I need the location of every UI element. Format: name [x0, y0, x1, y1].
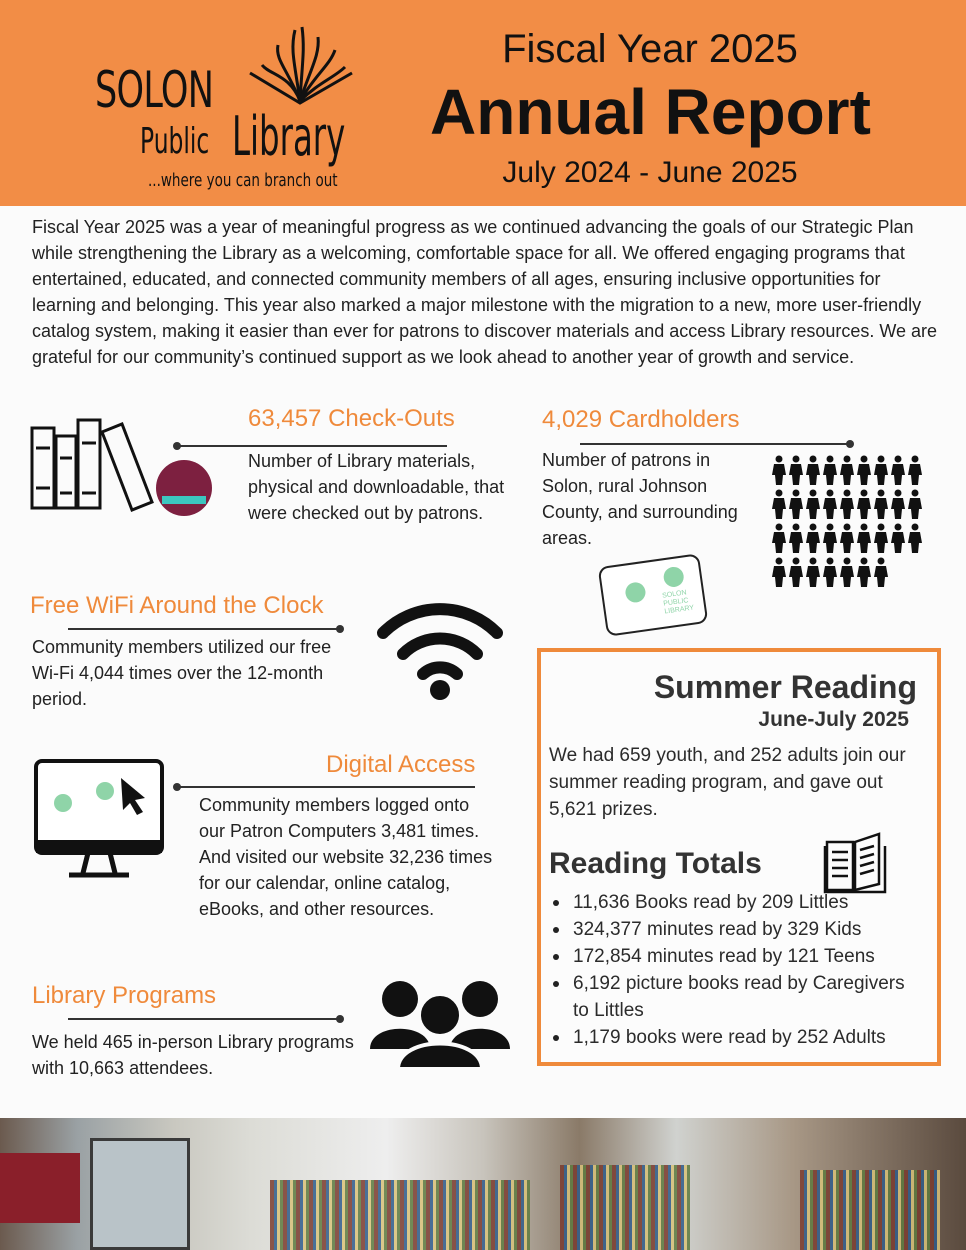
logo-tagline: ...where you can branch out: [148, 170, 338, 191]
checkouts-heading: 63,457 Check-Outs: [248, 405, 455, 432]
wifi-text: Community members utilized our free Wi-Fi 4,044 times over the 12-month period.: [32, 637, 332, 709]
list-item: 324,377 minutes read by 329 Kids: [541, 916, 923, 943]
divider: [580, 443, 850, 445]
logo-book-icon: [240, 25, 365, 110]
digital-text: Community members logged onto our Patron Computers 3,481 times. And visited our website 32,236 times for our calendar, online catalog, eBooks, and other resources.: [199, 795, 493, 919]
reading-totals-heading: Reading Totals: [549, 847, 762, 880]
header-banner: [0, 0, 966, 206]
play-icon: [624, 581, 647, 604]
summer-dates: June-July 2025: [758, 708, 909, 731]
divider: [177, 786, 475, 788]
cardholders-text: Number of patrons in Solon, rural Johnson County, and surrounding areas.: [542, 450, 738, 548]
books-icon: [30, 418, 215, 518]
library-card-icon: [598, 553, 709, 637]
open-book-icon: [823, 832, 887, 894]
checkouts-text: Number of Library materials, physical and downloadable, that were checked out by patrons.: [248, 451, 505, 523]
logo-public: Public: [140, 121, 210, 162]
wifi-icon: [375, 598, 505, 703]
programs-heading: Library Programs: [32, 982, 217, 1009]
list-item: 172,854 minutes read by 121 Teens: [541, 943, 923, 970]
list-item: 6,192 picture books read by Caregivers to Littles: [541, 970, 923, 1024]
intro-paragraph: Fiscal Year 2025 was a year of meaningful progress as we continued advancing the goals of our Strategic Plan while strengthening the Library as a welcoming, comfortable space for all. We offered engaging programs that entertained, educated, and connected community members of all ages, ensuring inclusive opportunities for learning and belonging. This year also marked a major milestone with the migration to a new, more user-friendly catalog system, making it easier than ever for patrons to discover materials and access Library resources. We are grateful for our community’s continued support as we look ahead to another year of growth and service.: [32, 217, 938, 367]
summer-reading-box: [537, 648, 941, 1066]
programs-text: We held 465 in-person Library programs with 10,663 attendees.: [32, 1032, 354, 1078]
divider: [177, 445, 447, 447]
divider: [68, 628, 340, 630]
list-item: 1,179 books were read by 252 Adults: [541, 1024, 923, 1051]
info-icon: [662, 566, 685, 589]
people-icon: [772, 455, 932, 590]
summer-text: We had 659 youth, and 252 adults join our summer reading program, and gave out 5,621 prizes.: [549, 745, 906, 820]
reading-totals-list: [541, 889, 923, 1051]
divider: [68, 1018, 340, 1020]
digital-heading: Digital Access: [326, 751, 476, 778]
fiscal-year: Fiscal Year 2025: [502, 27, 798, 71]
summer-title: Summer Reading: [653, 669, 917, 705]
report-title: Annual Report: [430, 76, 871, 148]
computer-monitor-icon: [33, 758, 165, 880]
logo-library: Library: [232, 105, 346, 168]
report-dates: July 2024 - June 2025: [502, 156, 798, 189]
cardholders-heading: 4,029 Cardholders: [542, 406, 740, 433]
list-item: 11,636 Books read by 209 Littles: [541, 889, 923, 916]
card-logo-text: SOLON PUBLIC LIBRARY: [661, 589, 695, 616]
library-panorama-photo: [0, 1118, 966, 1250]
wifi-heading: Free WiFi Around the Clock: [30, 592, 324, 619]
group-icon: [370, 977, 510, 1069]
logo-solon: SOLON: [95, 61, 214, 119]
